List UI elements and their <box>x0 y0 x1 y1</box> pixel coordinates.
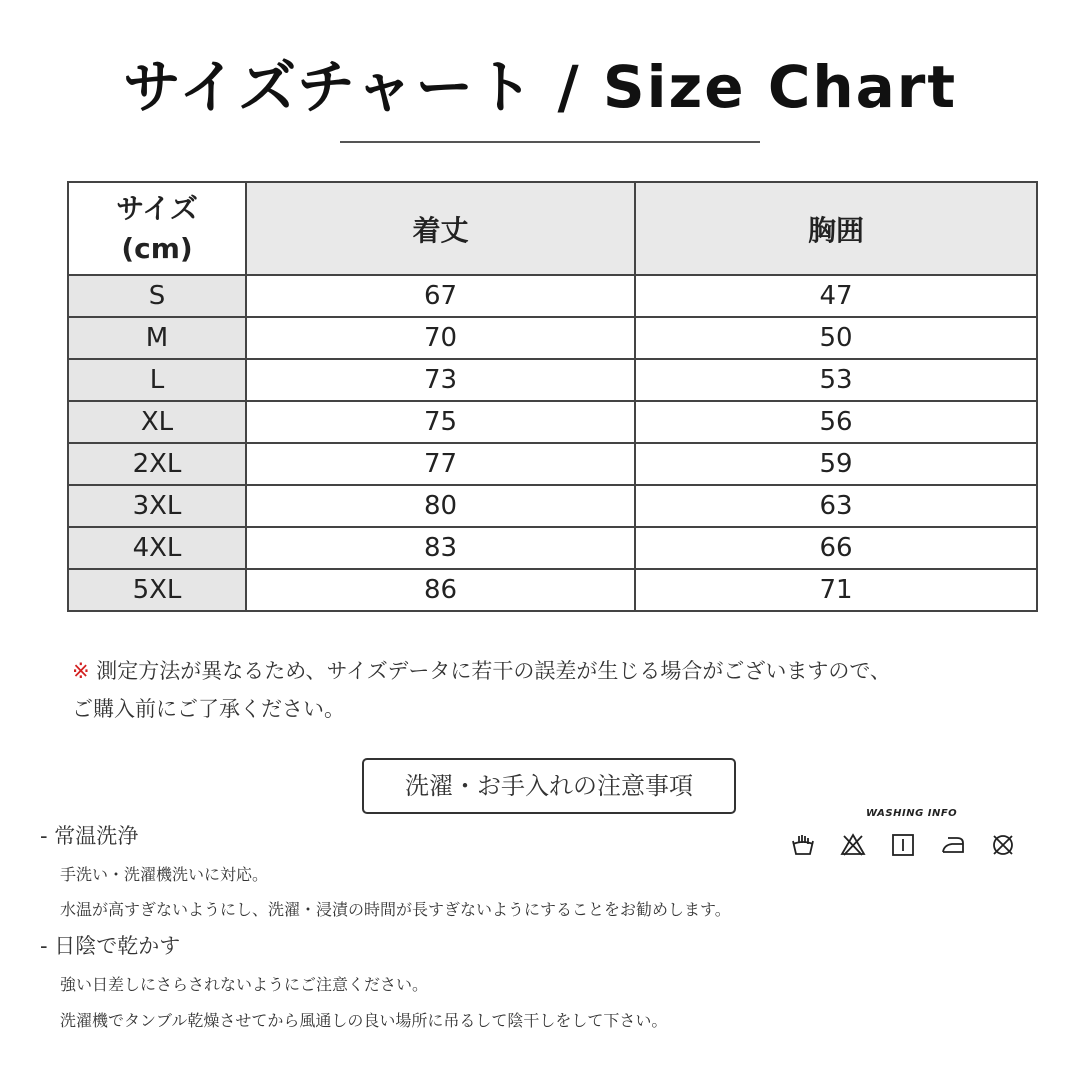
care-section-line: 手洗い・洗濯機洗いに対応。 <box>60 865 269 884</box>
table-row <box>68 485 1037 527</box>
washing-info-label: WASHING INFO <box>866 808 958 819</box>
hand-wash-icon <box>790 832 816 858</box>
length-cell: 67 <box>246 275 635 317</box>
size-column-header <box>68 182 246 275</box>
table-row <box>68 317 1037 359</box>
chest-cell: 66 <box>635 527 1037 569</box>
chest-column-header: 胸囲 <box>635 182 1037 275</box>
care-section-heading: - 日陰で乾かす <box>40 934 181 958</box>
length-cell: 77 <box>246 443 635 485</box>
note-mark: ※ <box>72 659 90 683</box>
chest-cell: 53 <box>635 359 1037 401</box>
chest-cell: 47 <box>635 275 1037 317</box>
table-row <box>68 275 1037 317</box>
size-header-unit: (cm) <box>121 231 193 265</box>
care-section-line: 水温が高すぎないようにし、洗濯・浸漬の時間が長すぎないようにすることをお勧めします。 <box>60 900 731 919</box>
iron-icon <box>940 832 966 858</box>
size-cell: S <box>68 275 246 317</box>
size-cell: 3XL <box>68 485 246 527</box>
size-cell: XL <box>68 401 246 443</box>
tumble-dry-icon <box>890 832 916 858</box>
table-row <box>68 443 1037 485</box>
care-section-line: 洗濯機でタンブル乾燥させてから風通しの良い場所に吊るして陰干しをして下さい。 <box>60 1011 668 1030</box>
length-cell: 70 <box>246 317 635 359</box>
table-row <box>68 569 1037 611</box>
chest-cell: 71 <box>635 569 1037 611</box>
chest-cell: 59 <box>635 443 1037 485</box>
care-section-heading: - 常温洗浄 <box>40 824 139 848</box>
length-cell: 80 <box>246 485 635 527</box>
size-cell: 4XL <box>68 527 246 569</box>
title-divider <box>340 141 760 143</box>
note-line-2: ご購入前にご了承ください。 <box>72 697 345 721</box>
no-dry-clean-icon <box>990 832 1016 858</box>
no-bleach-icon <box>840 832 866 858</box>
care-section-line: 強い日差しにさらされないようにご注意ください。 <box>60 975 429 994</box>
chest-cell: 63 <box>635 485 1037 527</box>
table-row <box>68 359 1037 401</box>
size-cell: M <box>68 317 246 359</box>
chest-cell: 56 <box>635 401 1037 443</box>
size-chart-table <box>67 181 1038 612</box>
size-cell: L <box>68 359 246 401</box>
washing-icons <box>790 832 1016 858</box>
length-cell: 83 <box>246 527 635 569</box>
chest-cell: 50 <box>635 317 1037 359</box>
table-header-row <box>68 182 1037 275</box>
measurement-note <box>72 652 1032 728</box>
size-cell: 5XL <box>68 569 246 611</box>
note-line-1: 測定方法が異なるため、サイズデータに若干の誤差が生じる場合がございますので、 <box>89 659 891 683</box>
length-cell: 75 <box>246 401 635 443</box>
size-cell: 2XL <box>68 443 246 485</box>
table-row <box>68 527 1037 569</box>
table-row <box>68 401 1037 443</box>
length-column-header: 着丈 <box>246 182 635 275</box>
care-instructions-box: 洗濯・お手入れの注意事項 <box>362 758 736 814</box>
size-header-label: サイズ <box>116 191 198 225</box>
length-cell: 86 <box>246 569 635 611</box>
page-title: サイズチャート / Size Chart <box>122 53 958 121</box>
length-cell: 73 <box>246 359 635 401</box>
